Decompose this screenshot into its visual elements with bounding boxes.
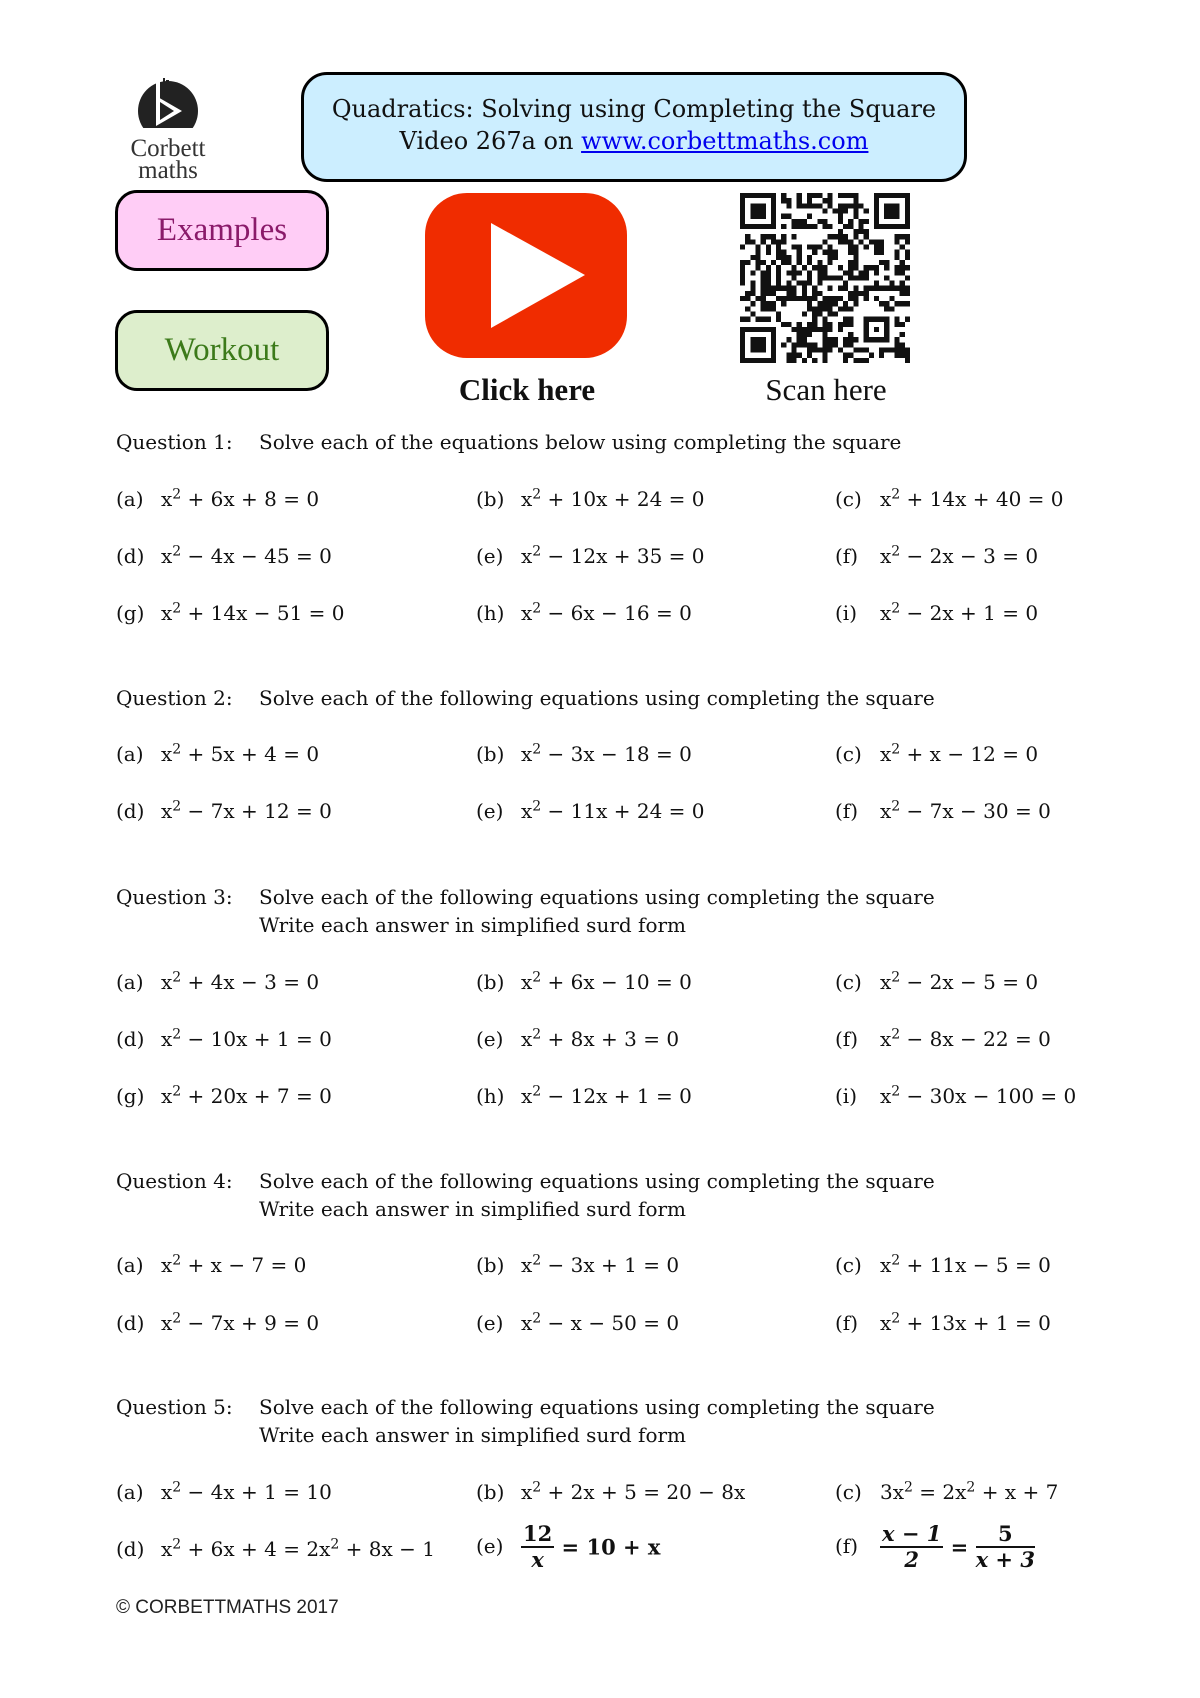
- part-label: (b): [476, 970, 505, 994]
- question-5-text: Solve each of the following equations using completing the square: [259, 1395, 935, 1419]
- equation-rest: + 5x + 4 = 0: [181, 742, 320, 766]
- equation-rest: + 13x + 1 = 0: [900, 1311, 1051, 1335]
- q1-part-h: [476, 601, 692, 625]
- equation-rest: − 3x + 1 = 0: [541, 1253, 680, 1277]
- term: x: [161, 1027, 173, 1051]
- equation-rest: − 7x + 9 = 0: [181, 1311, 320, 1335]
- term: x: [880, 544, 892, 568]
- term: x: [880, 1311, 892, 1335]
- part-label: (b): [476, 1253, 505, 1277]
- part-label: (f): [835, 1027, 859, 1051]
- exponent: 2: [532, 1252, 542, 1269]
- logo-emblem-icon: [118, 78, 218, 140]
- exponent: 2: [172, 1083, 182, 1100]
- exponent: 2: [532, 486, 542, 503]
- question-5-heading: [116, 1395, 935, 1419]
- q5-part-c: [835, 1480, 1058, 1504]
- term: x: [161, 1084, 173, 1108]
- term: x: [161, 487, 173, 511]
- q1-part-g: [116, 601, 345, 625]
- exponent: 2: [891, 1026, 901, 1043]
- equation-rest: + 8x − 1: [339, 1537, 435, 1561]
- term: x: [880, 1027, 892, 1051]
- equation-rest: − 7x + 12 = 0: [181, 799, 332, 823]
- part-label: (d): [116, 799, 145, 823]
- exponent: 2: [172, 1026, 182, 1043]
- q4-part-a: [116, 1253, 306, 1277]
- equation-rest: − 12x + 35 = 0: [541, 544, 705, 568]
- q1-part-c: [835, 487, 1064, 511]
- equation-rest: + 8x + 3 = 0: [541, 1027, 680, 1051]
- exponent: 2: [532, 1479, 542, 1496]
- q2-part-d: [116, 799, 332, 823]
- term: x: [521, 742, 533, 766]
- q5-part-b: [476, 1480, 745, 1504]
- part-label: (f): [835, 544, 859, 568]
- part-label: (e): [476, 1027, 504, 1051]
- term: x: [161, 1480, 173, 1504]
- exponent: 2: [532, 741, 542, 758]
- equation-rest: + 14x − 51 = 0: [181, 601, 345, 625]
- equation-rest: − 3x − 18 = 0: [541, 742, 692, 766]
- part-label: (a): [116, 742, 144, 766]
- term: x: [521, 799, 533, 823]
- term: 3x: [880, 1480, 905, 1504]
- equation-rest: + 11x − 5 = 0: [900, 1253, 1051, 1277]
- part-label: (e): [476, 544, 504, 568]
- exponent: 2: [172, 798, 182, 815]
- q1-part-b: [476, 487, 705, 511]
- part-label: (e): [476, 799, 504, 823]
- q4-part-d: [116, 1311, 319, 1335]
- part-label: (e): [476, 1533, 504, 1558]
- term: x: [880, 487, 892, 511]
- equation-rest: − 11x + 24 = 0: [541, 799, 705, 823]
- part-label: (d): [116, 1027, 145, 1051]
- part-label: (b): [476, 1480, 505, 1504]
- fraction: [880, 1522, 943, 1572]
- part-label: (f): [835, 1311, 859, 1335]
- q2-part-b: [476, 742, 692, 766]
- q1-part-f: [835, 544, 1038, 568]
- part-label: (h): [476, 601, 505, 625]
- part-label: (a): [116, 487, 144, 511]
- equation-rest: − 2x − 5 = 0: [900, 970, 1039, 994]
- website-link[interactable]: www.corbettmaths.com: [581, 127, 869, 155]
- exponent: 2: [172, 600, 182, 617]
- question-5-subtext: Write each answer in simplified surd form: [259, 1423, 687, 1447]
- exponent: 2: [891, 1083, 901, 1100]
- term: x: [521, 1311, 533, 1335]
- equation-rest: + x − 12 = 0: [900, 742, 1039, 766]
- part-label: (a): [116, 970, 144, 994]
- q4-part-e: [476, 1311, 679, 1335]
- exponent: 2: [532, 600, 542, 617]
- q2-part-c: [835, 742, 1038, 766]
- q1-part-e: [476, 544, 705, 568]
- equation-rest: + 14x + 40 = 0: [900, 487, 1064, 511]
- equals-sign: =: [943, 1534, 976, 1560]
- term: x: [521, 970, 533, 994]
- part-label: (d): [116, 1537, 145, 1561]
- click-here-caption: Click here: [458, 372, 596, 407]
- exponent: 2: [532, 969, 542, 986]
- q5-part-d: [116, 1537, 435, 1561]
- part-label: (i): [835, 1084, 858, 1108]
- scan-here-caption: Scan here: [765, 372, 887, 407]
- term: x: [161, 601, 173, 625]
- term: x: [880, 1253, 892, 1277]
- part-label: (d): [116, 1311, 145, 1335]
- part-label: (e): [476, 1311, 504, 1335]
- part-label: (g): [116, 601, 145, 625]
- exponent: 2: [532, 1310, 542, 1327]
- workout-button[interactable]: Workout: [115, 310, 329, 391]
- question-1-label: Question 1:: [116, 430, 233, 454]
- part-label: (i): [835, 601, 858, 625]
- exponent: 2: [330, 1536, 340, 1553]
- q4-part-f: [835, 1311, 1051, 1335]
- q1-part-i: [835, 601, 1038, 625]
- equation-rest: − 4x + 1 = 10: [181, 1480, 332, 1504]
- question-2-heading: [116, 686, 935, 710]
- q4-part-c: [835, 1253, 1051, 1277]
- part-label: (f): [835, 1533, 859, 1558]
- question-4-subtext: Write each answer in simplified surd form: [259, 1197, 687, 1221]
- term: x: [521, 1480, 533, 1504]
- video-prefix: Video 267a on: [399, 127, 582, 155]
- equation-rest: + 10x + 24 = 0: [541, 487, 705, 511]
- part-label: (f): [835, 799, 859, 823]
- question-2-label: Question 2:: [116, 686, 233, 710]
- question-3-label: Question 3:: [116, 885, 233, 909]
- fraction-denominator: x + 3: [975, 1547, 1035, 1572]
- equation-rest: − 2x − 3 = 0: [900, 544, 1039, 568]
- equation-rest: − 4x − 45 = 0: [181, 544, 332, 568]
- exponent: 2: [172, 486, 182, 503]
- exponent: 2: [891, 741, 901, 758]
- exponent: 2: [172, 1310, 182, 1327]
- fraction: [521, 1522, 554, 1572]
- question-3-subtext: Write each answer in simplified surd form: [259, 913, 687, 937]
- equation-rest: − 2x + 1 = 0: [900, 601, 1039, 625]
- term: x: [161, 742, 173, 766]
- logo-word-maths: maths: [138, 157, 198, 184]
- fraction-denominator: 2: [904, 1547, 919, 1572]
- fraction-numerator: x − 1: [882, 1521, 942, 1546]
- fraction-denominator: x: [531, 1547, 544, 1572]
- part-label: (c): [835, 970, 862, 994]
- term: x: [880, 970, 892, 994]
- video-line: [304, 125, 964, 157]
- equation-rest: − 6x − 16 = 0: [541, 601, 692, 625]
- exponent: 2: [891, 969, 901, 986]
- exponent: 2: [891, 486, 901, 503]
- q3-part-c: [835, 970, 1038, 994]
- equation-rest: + 6x + 4 = 2x: [181, 1537, 331, 1561]
- equation-rhs: = 10 + x: [554, 1534, 661, 1560]
- part-label: (a): [116, 1253, 144, 1277]
- q5-part-a: [116, 1480, 332, 1504]
- term: x: [161, 544, 173, 568]
- exponent: 2: [904, 1479, 913, 1496]
- exponent: 2: [891, 798, 901, 815]
- term: x: [880, 742, 892, 766]
- term: x: [880, 799, 892, 823]
- equation-rest: + x + 7: [975, 1480, 1059, 1504]
- part-label: (c): [835, 1253, 862, 1277]
- corbettmaths-logo: [118, 78, 218, 188]
- question-4-heading: [116, 1169, 935, 1193]
- q3-part-e: [476, 1027, 679, 1051]
- equation-rest: + 6x − 10 = 0: [541, 970, 692, 994]
- copyright: © CORBETTMATHS 2017: [116, 1597, 339, 1618]
- fraction-numerator: 5: [976, 1522, 1035, 1548]
- equation-rest: − 10x + 1 = 0: [181, 1027, 332, 1051]
- term: x: [521, 1027, 533, 1051]
- question-4-label: Question 4:: [116, 1169, 233, 1193]
- fraction-numerator: 12: [523, 1521, 553, 1546]
- q1-part-a: [116, 487, 319, 511]
- term: x: [161, 1253, 173, 1277]
- question-1-heading: [116, 430, 901, 454]
- q3-part-i: [835, 1084, 1076, 1108]
- equation-rest: + x − 7 = 0: [181, 1253, 307, 1277]
- part-label: (c): [835, 742, 862, 766]
- equation-rest: − x − 50 = 0: [541, 1311, 680, 1335]
- term: x: [521, 487, 533, 511]
- part-label: (h): [476, 1084, 505, 1108]
- part-label: (a): [116, 1480, 144, 1504]
- q3-part-b: [476, 970, 692, 994]
- q2-part-e: [476, 799, 705, 823]
- term: x: [161, 799, 173, 823]
- question-2-text: Solve each of the following equations using completing the square: [259, 686, 935, 710]
- term: x: [161, 1537, 173, 1561]
- q3-part-a: [116, 970, 319, 994]
- part-label: (c): [835, 1480, 862, 1504]
- term: x: [521, 1253, 533, 1277]
- q5-part-e: [476, 1522, 660, 1572]
- part-label: (g): [116, 1084, 145, 1108]
- question-5-label: Question 5:: [116, 1395, 233, 1419]
- exponent: 2: [532, 798, 542, 815]
- exponent: 2: [532, 1083, 542, 1100]
- question-3-heading: [116, 885, 935, 909]
- page-title: Quadratics: Solving using Completing the Square: [331, 95, 937, 123]
- term: x: [161, 970, 173, 994]
- q3-part-h: [476, 1084, 692, 1108]
- examples-button[interactable]: Examples: [115, 190, 329, 271]
- equation-rest: + 4x − 3 = 0: [181, 970, 320, 994]
- term: x: [521, 1084, 533, 1108]
- equation-rest: − 7x − 30 = 0: [900, 799, 1051, 823]
- q2-part-f: [835, 799, 1051, 823]
- equation-rest: − 30x − 100 = 0: [900, 1084, 1077, 1108]
- part-label: (c): [835, 487, 862, 511]
- equation-rest: + 6x + 8 = 0: [181, 487, 320, 511]
- exponent: 2: [172, 969, 182, 986]
- term: x: [521, 601, 533, 625]
- video-play-button[interactable]: [425, 193, 627, 358]
- exponent: 2: [891, 543, 901, 560]
- equation-rest: − 12x + 1 = 0: [541, 1084, 692, 1108]
- question-4-text: Solve each of the following equations using completing the square: [259, 1169, 935, 1193]
- term: x: [880, 1084, 892, 1108]
- exponent: 2: [172, 1252, 182, 1269]
- term: x: [161, 1311, 173, 1335]
- equation-rest: + 2x + 5 = 20 − 8x: [541, 1480, 746, 1504]
- title-box: [301, 72, 967, 182]
- q3-part-d: [116, 1027, 332, 1051]
- exponent: 2: [172, 1536, 182, 1553]
- q3-part-f: [835, 1027, 1051, 1051]
- logo-word-corbett: Corbett: [130, 135, 206, 162]
- part-label: (b): [476, 487, 505, 511]
- exponent: 2: [891, 1310, 901, 1327]
- qr-code[interactable]: [740, 193, 910, 363]
- q3-part-g: [116, 1084, 332, 1108]
- q1-part-d: [116, 544, 332, 568]
- q2-part-a: [116, 742, 319, 766]
- question-1-text: Solve each of the equations below using completing the square: [259, 430, 902, 454]
- exponent: 2: [891, 600, 901, 617]
- exponent: 2: [172, 543, 182, 560]
- equation-rest: = 2x: [912, 1480, 967, 1504]
- exponent: 2: [891, 1252, 901, 1269]
- part-label: (d): [116, 544, 145, 568]
- q4-part-b: [476, 1253, 679, 1277]
- exponent: 2: [532, 1026, 542, 1043]
- part-label: (b): [476, 742, 505, 766]
- term: x: [521, 544, 533, 568]
- exponent: 2: [172, 1479, 182, 1496]
- equation-rest: − 8x − 22 = 0: [900, 1027, 1051, 1051]
- fraction: [976, 1522, 1035, 1572]
- exponent: 2: [532, 543, 542, 560]
- term: x: [880, 601, 892, 625]
- question-3-text: Solve each of the following equations using completing the square: [259, 885, 935, 909]
- exponent: 2: [172, 741, 182, 758]
- exponent: 2: [966, 1479, 976, 1496]
- equation-rest: + 20x + 7 = 0: [181, 1084, 332, 1108]
- q5-part-f: [835, 1522, 1035, 1572]
